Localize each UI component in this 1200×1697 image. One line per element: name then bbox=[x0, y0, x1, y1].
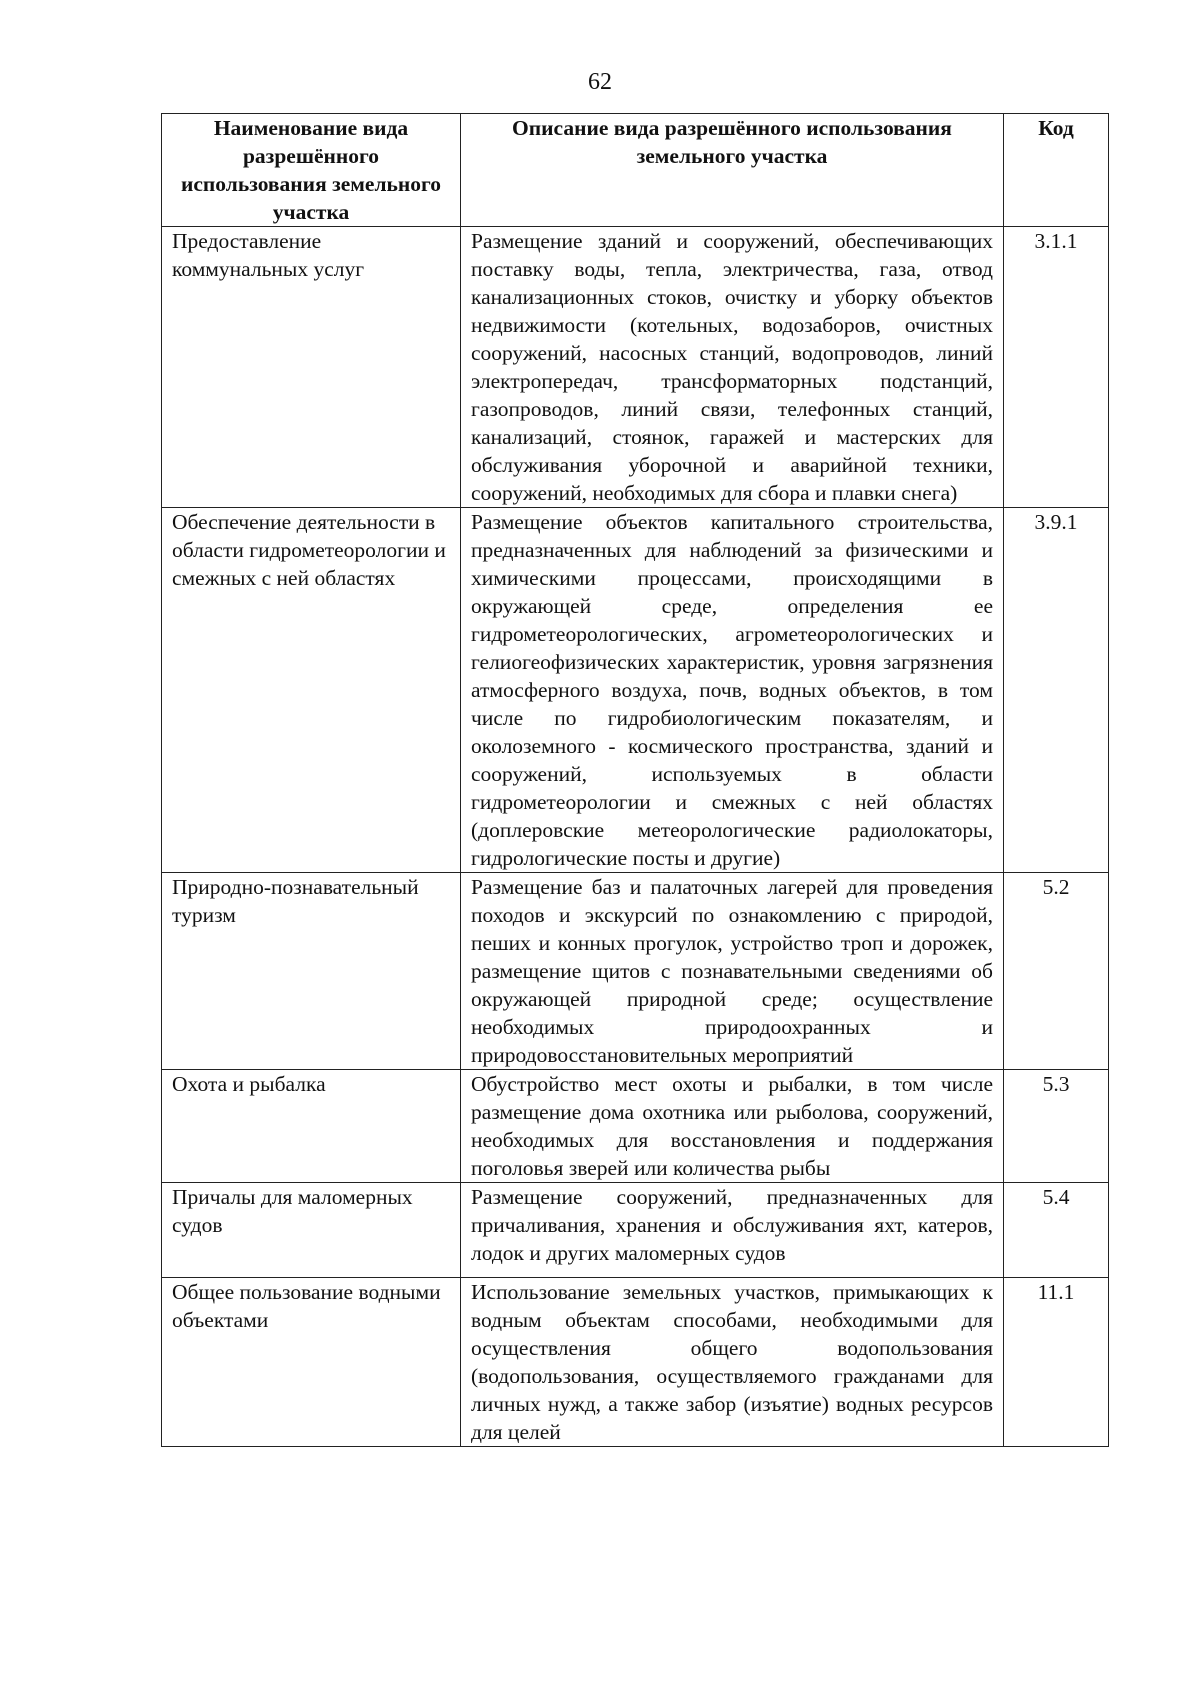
row-code: 5.3 bbox=[1004, 1070, 1109, 1183]
row-description: Обустройство мест охоты и рыбалки, в том числе размещение дома охотника или рыболова, сооружений, необходимых для восстановления и поддержания поголовья зверей или количества рыбы bbox=[461, 1070, 1004, 1183]
row-code: 5.2 bbox=[1004, 873, 1109, 1070]
table-row bbox=[162, 873, 1109, 1070]
row-name: Природно-познавательный туризм bbox=[162, 873, 461, 1070]
table-row bbox=[162, 1278, 1109, 1447]
row-description: Размещение баз и палаточных лагерей для проведения походов и экскурсий по ознакомлению с природой, пеших и конных прогулок, устройство троп и дорожек, размещение щитов с познавательными сведениями об окружающей природной среде; осуществление необходимых природоохранных и природовосстановительных мероприятий bbox=[461, 873, 1004, 1070]
row-description: Использование земельных участков, примыкающих к водным объектам способами, необходимыми для осуществления общего водопользования (водопользования, осуществляемого гражданами для личных нужд, а также забор (изъятие) водных ресурсов для целей bbox=[461, 1278, 1004, 1447]
row-description: Размещение зданий и сооружений, обеспечивающих поставку воды, тепла, электричества, газа, отвод канализационных стоков, очистку и уборку объектов недвижимости (котельных, водозаборов, очистных сооружений, насосных станций, водопроводов, линий электропередач, трансформаторных подстанций, газопроводов, линий связи, телефонных станций, канализаций, стоянок, гаражей и мастерских для обслуживания уборочной и аварийной техники, сооружений, необходимых для сбора и плавки снега) bbox=[461, 227, 1004, 508]
land-use-table bbox=[161, 113, 1109, 1447]
header-code: Код bbox=[1004, 114, 1109, 227]
row-name: Причалы для маломерных судов bbox=[162, 1183, 461, 1278]
row-code: 3.1.1 bbox=[1004, 227, 1109, 508]
table-row bbox=[162, 1070, 1109, 1183]
header-row bbox=[162, 114, 1109, 227]
page-number: 62 bbox=[588, 69, 612, 95]
table-header bbox=[162, 114, 1109, 227]
table-row bbox=[162, 1183, 1109, 1278]
row-description: Размещение сооружений, предназначенных для причаливания, хранения и обслуживания яхт, катеров, лодок и других маломерных судов bbox=[461, 1183, 1004, 1278]
row-code: 11.1 bbox=[1004, 1278, 1109, 1447]
table-row bbox=[162, 508, 1109, 873]
row-name: Общее пользование водными объектами bbox=[162, 1278, 461, 1447]
row-code: 3.9.1 bbox=[1004, 508, 1109, 873]
table-row bbox=[162, 227, 1109, 508]
row-name: Предоставление коммунальных услуг bbox=[162, 227, 461, 508]
row-name: Обеспечение деятельности в области гидрометеорологии и смежных с ней областях bbox=[162, 508, 461, 873]
row-code: 5.4 bbox=[1004, 1183, 1109, 1278]
header-description: Описание вида разрешённого использования земельного участка bbox=[461, 114, 1004, 227]
row-description: Размещение объектов капитального строительства, предназначенных для наблюдений за физическими и химическими процессами, происходящими в окружающей среде, определения ее гидрометеорологических, агрометеорологических и гелиогеофизических характеристик, уровня загрязнения атмосферного воздуха, почв, водных объектов, в том числе по гидробиологическим показателям, и околоземного - космического пространства, зданий и сооружений, используемых в области гидрометеорологии и смежных с ней областях (доплеровские метеорологические радиолокаторы, гидрологические посты и другие) bbox=[461, 508, 1004, 873]
row-name: Охота и рыбалка bbox=[162, 1070, 461, 1183]
table-body bbox=[162, 227, 1109, 1447]
header-name: Наименование вида разрешённого использования земельного участка bbox=[162, 114, 461, 227]
